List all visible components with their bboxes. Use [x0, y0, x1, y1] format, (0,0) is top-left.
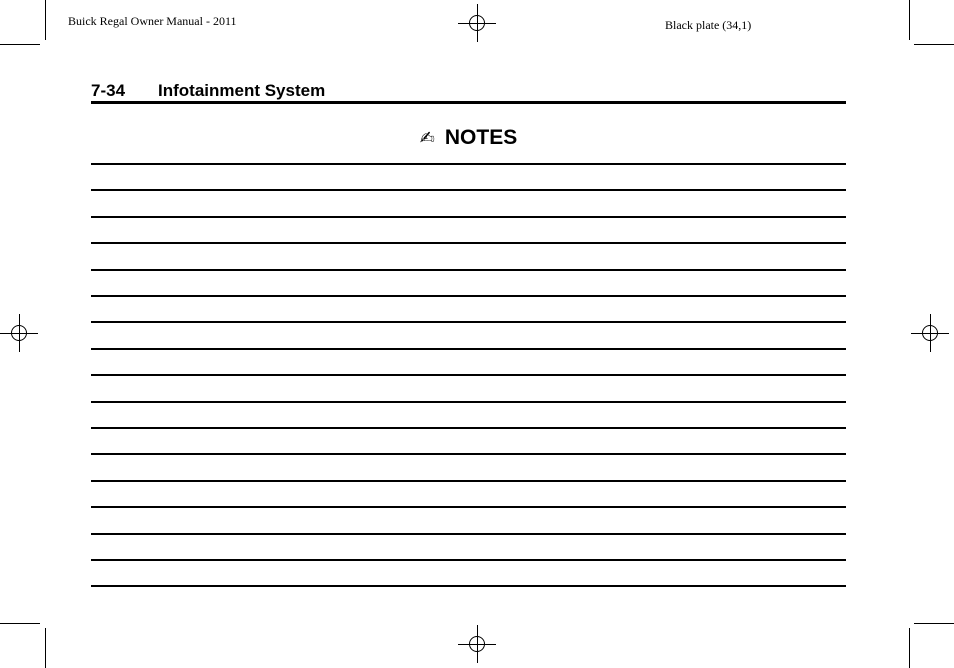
registration-mark-left [11, 325, 27, 341]
note-line [91, 506, 846, 508]
note-line [91, 295, 846, 297]
note-line [91, 348, 846, 350]
crop-mark-top-left-h [0, 44, 40, 45]
notes-title: NOTES [444, 126, 518, 149]
registration-mark-top [469, 15, 485, 31]
section-header [91, 81, 325, 101]
crop-mark-bottom-left-v [45, 628, 46, 668]
note-line [91, 585, 846, 587]
registration-mark-bottom [469, 636, 485, 652]
section-title: Infotainment System [158, 81, 326, 100]
note-line [91, 427, 846, 429]
running-header-right: Black plate (34,1) [665, 18, 752, 32]
crop-mark-top-right-v [909, 0, 910, 40]
note-line [91, 401, 846, 403]
header-rule [91, 101, 846, 104]
note-line [91, 189, 846, 191]
note-line [91, 216, 846, 218]
note-line [91, 480, 846, 482]
note-line [91, 453, 846, 455]
crop-mark-top-right-h [914, 44, 954, 45]
notes-heading [91, 126, 846, 150]
pencil-icon: ✍ [419, 128, 435, 149]
registration-mark-right [922, 325, 938, 341]
crop-mark-top-left-v [45, 0, 46, 40]
note-line [91, 533, 846, 535]
note-line [91, 163, 846, 165]
crop-mark-bottom-left-h [0, 623, 40, 624]
note-line [91, 321, 846, 323]
note-line [91, 559, 846, 561]
page-number: 7-34 [91, 81, 126, 100]
note-line [91, 269, 846, 271]
crop-mark-bottom-right-v [909, 628, 910, 668]
note-line [91, 242, 846, 244]
note-line [91, 374, 846, 376]
running-header-left: Buick Regal Owner Manual - 2011 [68, 14, 237, 28]
crop-mark-bottom-right-h [914, 623, 954, 624]
